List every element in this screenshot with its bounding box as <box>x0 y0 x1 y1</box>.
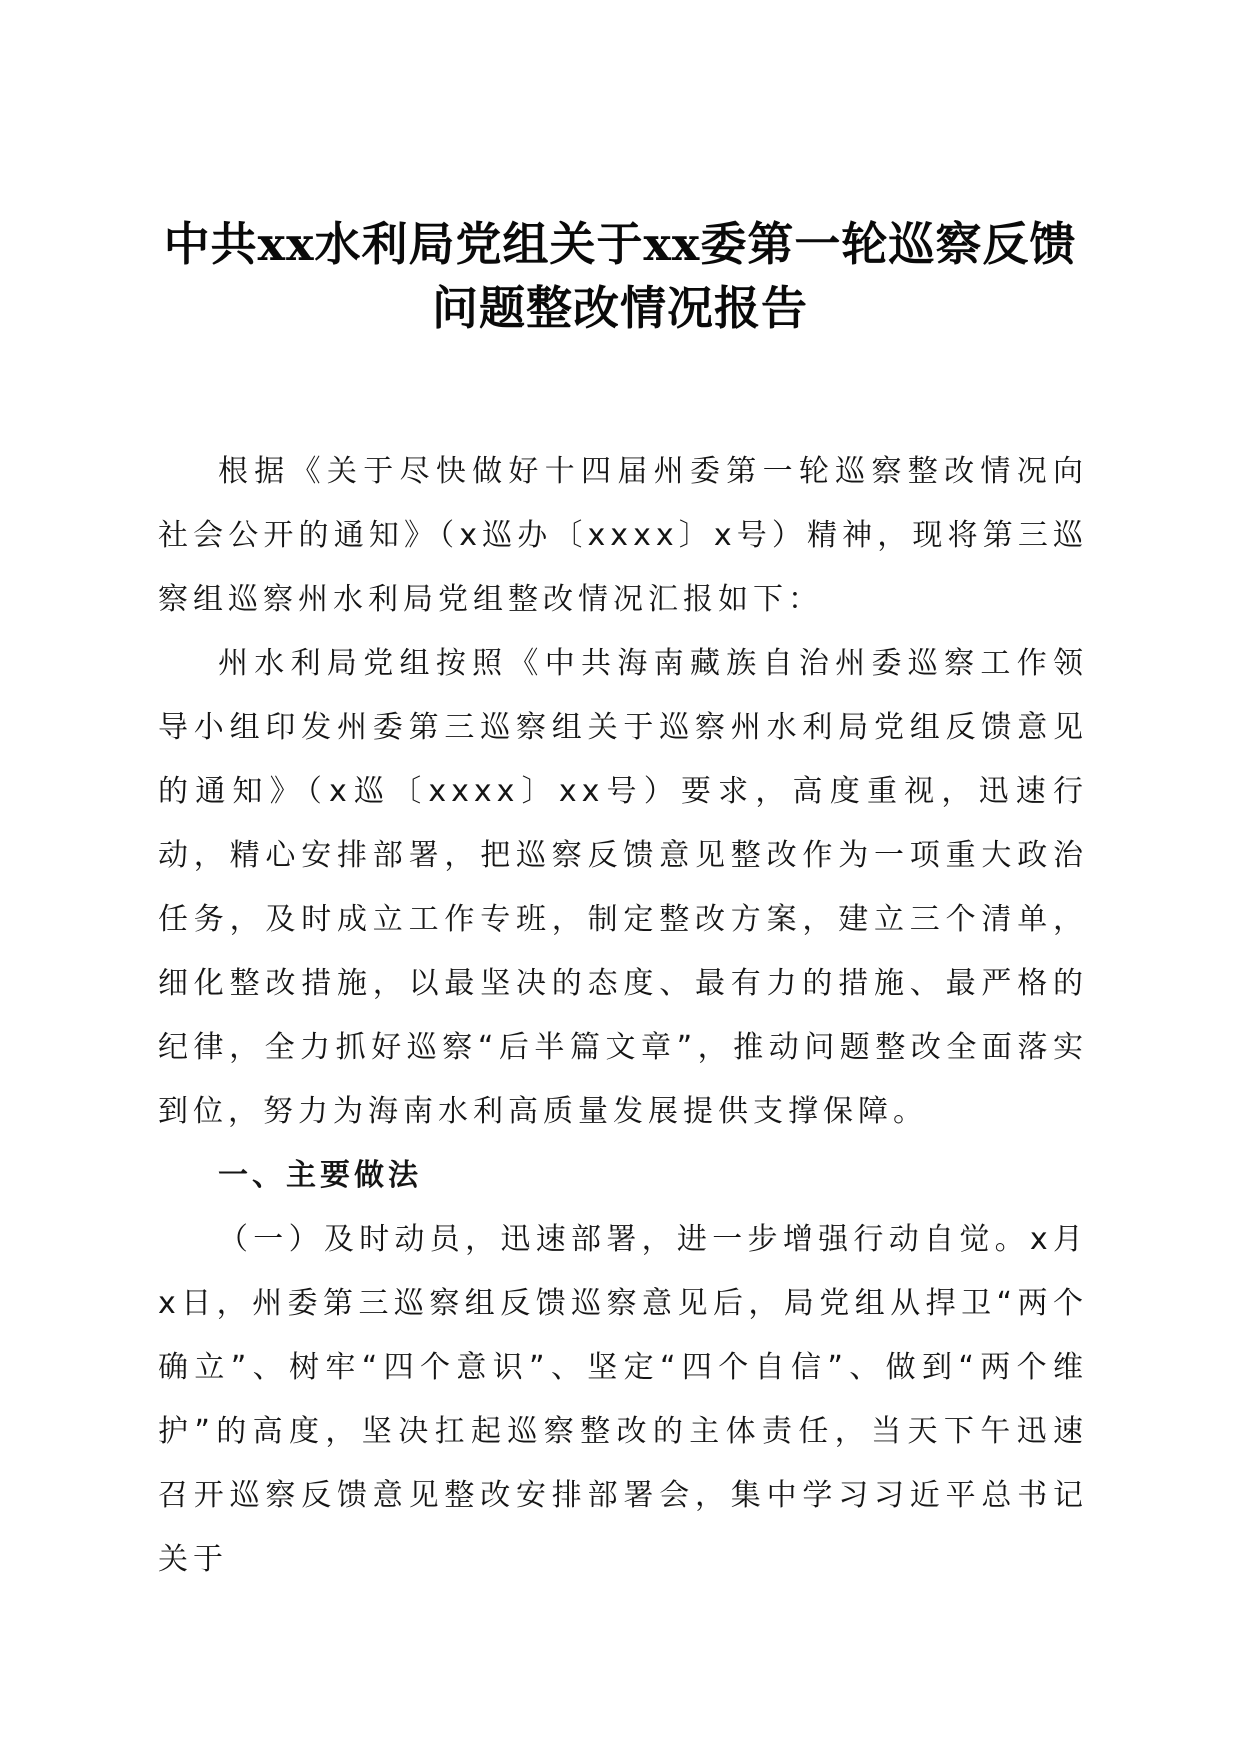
section-paragraph: （一）及时动员，迅速部署，进一步增强行动自觉。x月x日，州委第三巡察组反馈巡察意见后，局党组从捍卫“两个确立”、树牢“四个意识”、坚定“四个自信”、做到“两个维护”的高度，坚决扛起巡察整改的主体责任，当天下午迅速召开巡察反馈意见整改安排部署会，集中学习习近平总书记关于 <box>158 1222 1088 1577</box>
summary-paragraph: 州水利局党组按照《中共海南藏族自治州委巡察工作领导小组印发州委第三巡察组关于巡察州水利局党组反馈意见的通知》（x巡〔xxxx〕xx号）要求，高度重视，迅速行动，精心安排部署，把巡察反馈意见整改作为一项重大政治任务，及时成立工作专班，制定整改方案，建立三个清单，细化整改措施，以最坚决的态度、最有力的措施、最严格的纪律，全力抓好巡察“后半篇文章”，推动问题整改全面落实到位，努力为海南水利高质量发展提供支撑保障。 <box>158 646 1088 1129</box>
document-body <box>158 440 1088 1592</box>
section-heading: 一、主要做法 <box>218 1158 422 1193</box>
document-title <box>150 212 1090 340</box>
title-line-1: 中共xx水利局党组关于xx委第一轮巡察反馈 <box>163 217 1077 271</box>
intro-paragraph: 根据《关于尽快做好十四届州委第一轮巡察整改情况向社会公开的通知》（x巡办〔xxxx〕x号）精神，现将第三巡察组巡察州水利局党组整改情况汇报如下： <box>158 454 1088 617</box>
title-line-2: 问题整改情况报告 <box>432 281 808 335</box>
